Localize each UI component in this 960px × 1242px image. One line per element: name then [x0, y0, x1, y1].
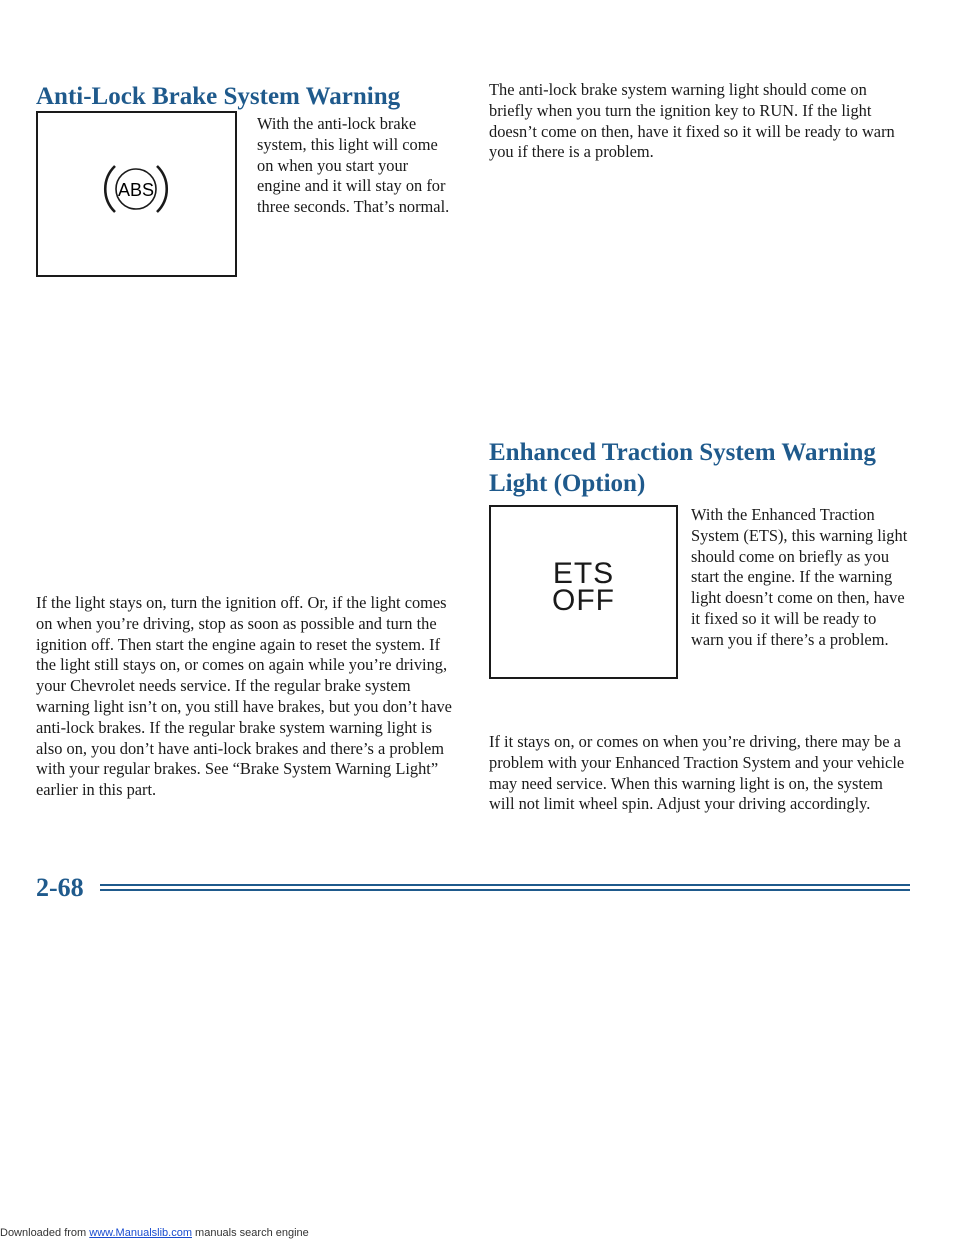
abs-side-text: With the anti-lock brake system, this light will come on when you start your engine and it will stay on for three seconds. That’s normal.	[257, 114, 450, 217]
ets-warning-icon-box	[489, 505, 678, 679]
ets-icon-label-line2: OFF	[552, 584, 615, 617]
ets-side-text: With the Enhanced Traction System (ETS), this warning light should come on briefly as you start the engine. If the warning light doesn’t come on then, have it fixed so it will be ready to warn you if there’s a problem.	[691, 505, 908, 649]
abs-paragraph: If the light stays on, turn the ignition off. Or, if the light comes on when you’re driving, stop as soon as possible and turn the ignition off. Then start the engine again to reset the system. If the light still stays on, or comes on again while you’re driving, your Chevrolet needs service. If the regular brake system warning light isn’t on, you still have brakes, but you don’t have anti-lock brakes. If the regular brake system warning light is also on, you don’t have anti-lock brakes and there’s a problem with your regular brakes. See “Brake System Warning Light” earlier in this part.	[36, 593, 452, 800]
footer-rule	[100, 889, 910, 891]
page-number: 2-68	[36, 873, 84, 902]
footer-rule	[100, 884, 910, 886]
abs-icon-label: ABS	[117, 180, 155, 200]
ets-section-heading: Enhanced Traction System Warning Light (Option)	[489, 439, 876, 497]
footer-prefix: Downloaded from	[0, 1227, 90, 1239]
footer-suffix: manuals search engine	[191, 1227, 309, 1239]
abs-warning-icon-box	[36, 111, 237, 277]
ets-paragraph: If it stays on, or comes on when you’re driving, there may be a problem with your Enhanced Traction System and your vehicle may need service. When this warning light is on, the system will not limit wheel spin. Adjust your driving accordingly.	[489, 732, 905, 814]
download-footer	[0, 1226, 960, 1240]
manualslib-link[interactable]: www.Manualslib.com	[89, 1227, 192, 1239]
abs-light-intro: The anti-lock brake system warning light should come on briefly when you turn the ignition key to RUN. If the light doesn’t come on then, have it fixed so it will be ready to warn you if there is a problem.	[489, 80, 895, 162]
ets-icon-label-line1: ETS	[552, 557, 615, 590]
abs-warning-icon	[101, 158, 171, 220]
abs-section-heading: Anti-Lock Brake System Warning	[36, 83, 401, 110]
